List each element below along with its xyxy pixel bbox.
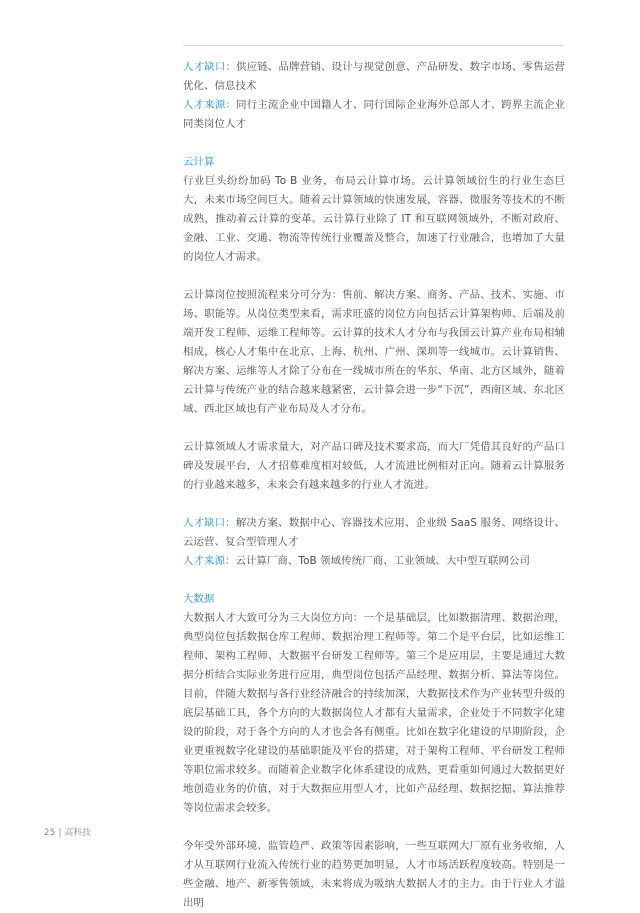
page-content [183,58,565,913]
talent-gap-text: 供应链、品牌营销、设计与视觉创意、产品研发、数字市场、零售运营优化、信息技术 [183,61,565,92]
page-footer [44,826,91,838]
cloud-paragraph-1: 行业巨头纷纷加码 To B 业务，布局云计算市场。云计算领域衍生的行业生态巨大，未来市场空间巨大。随着云计算领域的快速发展，容器、微服务等技术的不断成熟，推动着云计算的变革。云计算行业除了 IT 和互联网领域外，不断对政府、金融、工业、交通、物流等传统行业覆盖及整合，加速了行业融合，也增加了大量的岗位人才需求。 [183,175,565,263]
cloud-paragraph-3: 云计算领域人才需求量大，对产品口碑及技术要求高，而大厂凭借其良好的产品口碑及发展平台，人才招募难度相对较低，人才流进比例相对正向。随着云计算服务的行业越来越多，未来会有越来越多的行业人才流进。 [183,441,565,491]
page-number: 25 [44,828,56,838]
talent-gap-text: 解决方案、数据中心、容器技术应用、企业级 SaaS 服务、网络设计、云运营、复合型管理人才 [183,517,566,548]
talent-gap-cloud [183,514,565,552]
cloud-paragraph-2: 云计算岗位按照流程来分可分为：售前、解决方案、商务、产品、技术、实施、市场、职能等。从岗位类型来看，需求旺盛的岗位方向包括云计算架构师、后端及前端开发工程师、运维工程师等。云计算的技术人才分布与我国云计算产业布局相辅相成，核心人才集中在北京、上海、杭州、广州、深圳等一线城市。云计算销售、解决方案、运维等人才除了分布在一线城市所在的华东、华南、北方区域外，随着云计算与传统产业的结合越来越紧密，云计算会进一步“下沉”，西南区域、东北区域、西北区域也有产业布局及人才分布。 [183,289,565,415]
talent-source-cloud [183,552,565,571]
talent-gap-label: 人才缺口： [183,517,236,529]
talent-gap-label: 人才缺口： [183,61,237,73]
talent-source-text: 同行主流企业中国籍人才、同行国际企业海外总部人才、跨界主流企业同类岗位人才 [183,99,565,130]
section-heading-bigdata: 大数据 [183,593,215,605]
talent-gap-supply [183,58,565,96]
footer-separator: | [58,828,62,838]
talent-source-text: 云计算厂商、ToB 领域传统厂商、工业领域、大中型互联网公司 [235,555,530,567]
footer-brand: 高科技 [64,828,92,838]
bigdata-paragraph-1: 大数据人才大致可分为三大岗位方向：一个是基础层，比如数据清理、数据治理，典型岗位包括数据仓库工程师、数据治理工程师等。第二个是平台层，比如运维工程师、架构工程师、大数据平台研发工程师等。第三个是应用层，主要是通过大数据分析结合实际业务进行应用，典型岗位包括产品经理、数据分析、算法等岗位。目前，伴随大数据与各行业经济融合的持续加深，大数据技术作为产业转型升级的底层基础工具，各个方向的大数据岗位人才都有大量需求，企业处于不同数字化建设的阶段，对于各个方向的人才也会各有侧重。比如在数字化建设的早期阶段，企业更重视数字化建设的基础职能及平台的搭建，对于架构工程师、平台研发工程师等职位需求较多。而随着企业数字化体系建设的成熟，更看重如何通过大数据更好地创造业务的价值，对于大数据应用型人才，比如产品经理、数据挖掘、算法推荐等岗位需求会较多。 [183,612,565,814]
section-heading-cloud: 云计算 [183,156,215,168]
bigdata-paragraph-2: 今年受外部环境、监管趋严、政策等因素影响，一些互联网大厂原有业务收缩，人才从互联网行业流入传统行业的趋势更加明显，人才市场活跃程度较高。特别是一些金融、地产、新零售领域，未来将成为吸纳大数据人才的主力。由于行业人才溢出明 [183,840,565,909]
talent-source-label: 人才来源： [183,99,237,111]
top-divider [183,45,563,46]
talent-source-label: 人才来源： [183,555,236,567]
talent-source-supply [183,96,565,134]
